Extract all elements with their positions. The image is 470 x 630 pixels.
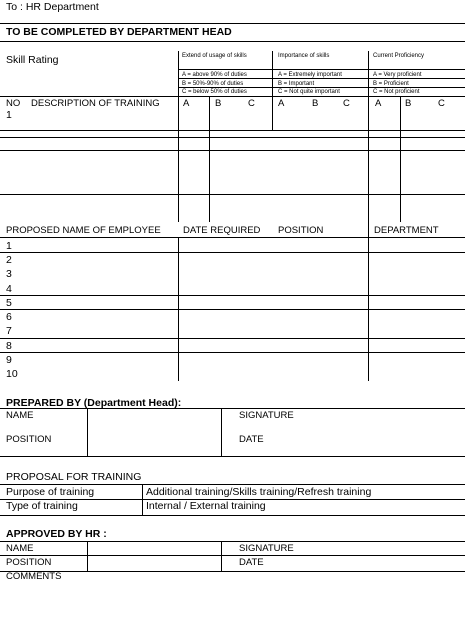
divider <box>0 130 465 131</box>
divider <box>0 555 465 556</box>
prepared-position-label: POSITION <box>6 434 52 445</box>
letter-b: B <box>312 98 319 109</box>
type-label: Type of training <box>6 500 78 512</box>
approved-date-label: DATE <box>239 557 264 568</box>
section-header: TO BE COMPLETED BY DEPARTMENT HEAD <box>6 26 232 38</box>
extent-c: C = below 50% of duties <box>182 89 247 95</box>
employee-row-number: 2 <box>6 254 12 266</box>
divider <box>0 237 465 238</box>
type-value: Internal / External training <box>146 500 266 512</box>
no-header: NO <box>6 98 21 109</box>
training-row-number: 1 <box>6 109 12 121</box>
prepared-signature-label: SIGNATURE <box>239 410 294 421</box>
importance-b: B = Important <box>278 81 315 87</box>
divider <box>0 408 465 409</box>
divider <box>0 252 465 253</box>
importance-a: A = Extremely important <box>278 72 342 78</box>
to-line: To : HR Department <box>6 1 99 13</box>
column-line <box>209 96 210 222</box>
divider <box>0 309 465 310</box>
approved-comments-label: COMMENTS <box>6 571 62 582</box>
proficiency-title: Current Proficiency <box>373 53 425 59</box>
employee-row-number: 6 <box>6 311 12 323</box>
employee-row-number: 1 <box>6 240 12 252</box>
employee-row-number: 10 <box>6 368 18 380</box>
letter-a: A <box>278 98 285 109</box>
approved-position-label: POSITION <box>6 557 52 568</box>
extent-b: B = 50%-90% of duties <box>182 81 244 87</box>
column-line <box>87 408 88 456</box>
extent-title: Extend of usage of skills <box>182 53 247 59</box>
extent-a: A = above 90% of duties <box>182 72 247 78</box>
approved-signature-label: SIGNATURE <box>239 543 294 554</box>
column-line <box>272 51 273 130</box>
purpose-value: Additional training/Skills training/Refresh training <box>146 486 372 498</box>
approved-name-label: NAME <box>6 543 34 554</box>
proficiency-b: B = Proficient <box>373 81 409 87</box>
divider <box>0 484 465 485</box>
divider <box>0 150 465 151</box>
divider <box>0 23 465 24</box>
employee-row-number: 3 <box>6 268 12 280</box>
employee-row-number: 4 <box>6 283 12 295</box>
employee-row-number: 8 <box>6 340 12 352</box>
skill-rating-label: Skill Rating <box>6 54 59 66</box>
proposal-heading: PROPOSAL FOR TRAINING <box>6 471 142 483</box>
divider <box>0 295 465 296</box>
letter-a: A <box>183 98 190 109</box>
divider <box>0 515 465 516</box>
divider <box>0 338 465 339</box>
divider <box>178 69 465 70</box>
importance-c: C = Not quite important <box>278 89 340 95</box>
proficiency-c: C = Not proficient <box>373 89 420 95</box>
department-header: DEPARTMENT <box>374 225 439 236</box>
divider <box>0 352 465 353</box>
letter-b: B <box>405 98 412 109</box>
description-header: DESCRIPTION OF TRAINING <box>31 98 160 109</box>
position-header: POSITION <box>278 225 324 236</box>
employee-row-number: 9 <box>6 354 12 366</box>
prepared-heading: PREPARED BY (Department Head): <box>6 397 182 409</box>
divider <box>0 41 465 42</box>
divider <box>0 137 465 138</box>
employee-row-number: 7 <box>6 325 12 337</box>
proficiency-a: A = Very proficient <box>373 72 422 78</box>
purpose-label: Purpose of training <box>6 486 95 498</box>
divider <box>178 78 465 79</box>
employee-name-header: PROPOSED NAME OF EMPLOYEE <box>6 225 161 236</box>
column-line <box>400 96 401 222</box>
importance-title: Importance of skills <box>278 53 330 59</box>
divider <box>0 541 465 542</box>
approved-heading: APPROVED BY HR : <box>6 528 107 540</box>
prepared-date-label: DATE <box>239 434 264 445</box>
column-line <box>221 408 222 456</box>
column-line <box>368 51 369 381</box>
date-required-header: DATE REQUIRED <box>183 225 261 236</box>
column-line <box>87 541 88 572</box>
letter-b: B <box>215 98 222 109</box>
letter-c: C <box>248 98 255 109</box>
letter-c: C <box>343 98 350 109</box>
employee-row-number: 5 <box>6 297 12 309</box>
divider <box>0 456 465 457</box>
prepared-name-label: NAME <box>6 410 34 421</box>
divider <box>178 87 465 88</box>
divider <box>0 96 465 97</box>
letter-a: A <box>375 98 382 109</box>
divider <box>0 571 465 572</box>
letter-c: C <box>438 98 445 109</box>
column-line <box>221 541 222 572</box>
divider <box>0 194 465 195</box>
